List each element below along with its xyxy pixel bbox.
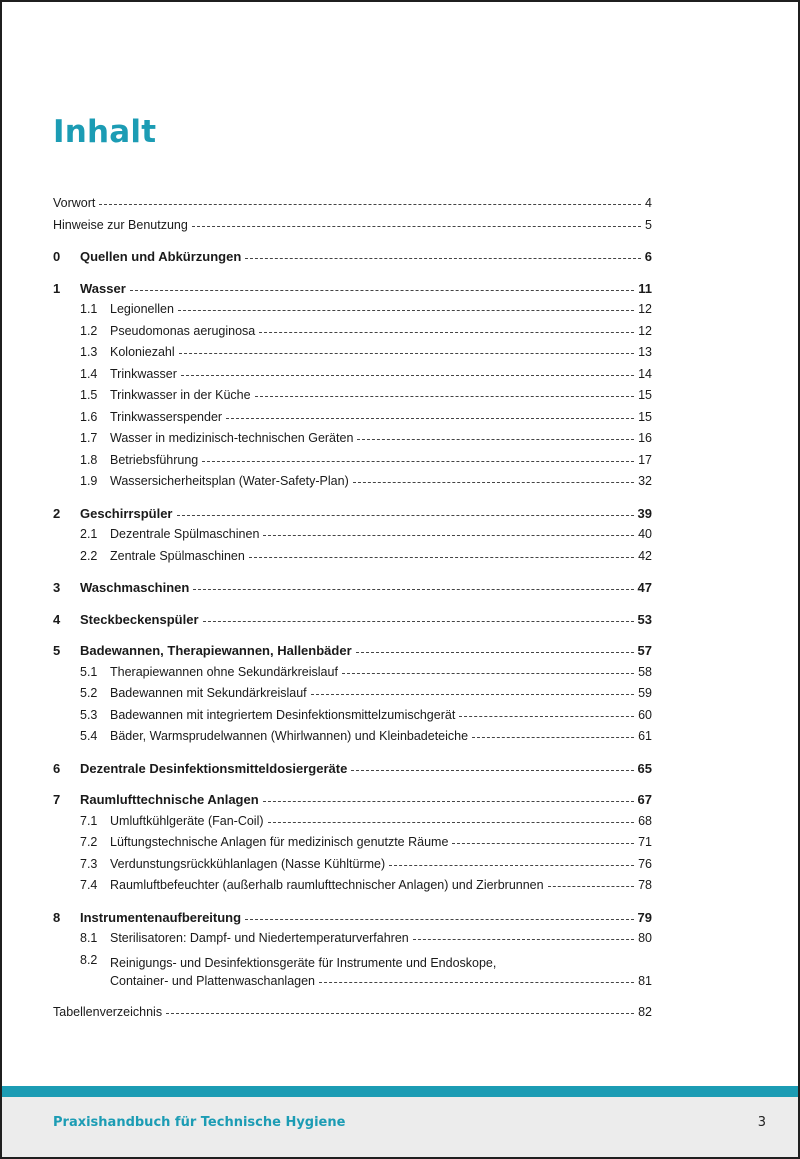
- dotted-leader: [472, 736, 634, 738]
- toc-page-number: 80: [638, 931, 652, 945]
- page-footer: [2, 1097, 798, 1157]
- toc-page-number: 59: [638, 686, 652, 700]
- dotted-leader: [245, 257, 640, 259]
- toc-chapter[interactable]: [53, 249, 652, 271]
- toc-label: Wassersicherheitsplan (Water-Safety-Plan): [110, 474, 349, 488]
- toc-label: Wasser: [80, 280, 126, 296]
- toc-number: 1.4: [80, 366, 98, 381]
- toc-label: Quellen und Abkürzungen: [80, 249, 242, 264]
- toc-number: 3: [53, 580, 61, 595]
- toc-section[interactable]: [53, 708, 652, 730]
- footer-page-number: 3: [757, 1115, 766, 1130]
- toc-entry[interactable]: [53, 953, 652, 996]
- toc-page-number: 42: [638, 548, 652, 563]
- toc-number: 2.1: [80, 527, 98, 541]
- toc-label: Vorwort: [53, 196, 96, 210]
- toc-number: 7.3: [80, 856, 98, 871]
- toc-number: 1.6: [80, 409, 98, 424]
- dotted-leader: [311, 693, 634, 695]
- toc-label: Raumluftbefeuchter (außerhalb raumlufttechnischer Anlagen) und Zierbrunnen: [110, 878, 544, 892]
- toc-page-number: 12: [638, 302, 652, 316]
- dotted-leader: [268, 821, 635, 823]
- toc-label: Dezentrale Desinfektionsmitteldosiergeräte: [80, 760, 348, 776]
- toc-chapter[interactable]: [53, 281, 652, 303]
- toc-number: 1.2: [80, 323, 98, 338]
- dotted-leader: [178, 309, 634, 311]
- toc-label: Trinkwasserspender: [110, 409, 223, 424]
- table-of-contents: [53, 196, 652, 1026]
- toc-chapter[interactable]: [53, 910, 652, 932]
- toc-label: Tabellenverzeichnis: [53, 1004, 163, 1019]
- dotted-leader: [226, 417, 634, 419]
- toc-section[interactable]: [53, 686, 652, 708]
- dotted-leader: [413, 938, 634, 940]
- toc-back-matter: [53, 1005, 652, 1027]
- toc-label: Sterilisatoren: Dampf- und Niedertemperaturverfahren: [110, 931, 409, 945]
- toc-number: 1.7: [80, 431, 98, 445]
- toc-number: 5.4: [80, 729, 98, 743]
- toc-page-number: 76: [638, 856, 652, 871]
- toc-page-number: 67: [637, 792, 652, 807]
- dotted-leader: [263, 534, 634, 536]
- toc-label: Badewannen mit integriertem Desinfektionsmittelzumischgerät: [110, 707, 456, 722]
- toc-number: 2: [53, 505, 61, 521]
- toc-number: 1.8: [80, 452, 98, 467]
- toc-page-number: 13: [638, 345, 652, 359]
- dotted-leader: [177, 514, 634, 516]
- dotted-leader: [319, 981, 634, 983]
- toc-number: 8: [53, 909, 61, 925]
- toc-page-number: 65: [637, 760, 652, 776]
- toc-label: Steckbeckenspüler: [80, 611, 199, 627]
- dotted-leader: [459, 715, 634, 717]
- toc-page-number: 57: [637, 643, 652, 658]
- toc-section[interactable]: [53, 931, 652, 953]
- toc-chapters: [53, 239, 652, 953]
- toc-number: 1.9: [80, 474, 98, 488]
- toc-number: 1.3: [80, 345, 98, 359]
- toc-page-number: 47: [637, 580, 652, 595]
- toc-label: Lüftungstechnische Anlagen für medizinisch genutzte Räume: [110, 835, 449, 849]
- toc-label: Hinweise zur Benutzung: [53, 217, 188, 232]
- toc-label: Koloniezahl: [110, 345, 175, 359]
- toc-page-number: 79: [637, 909, 652, 925]
- toc-page-number: 16: [638, 431, 652, 445]
- toc-chapter[interactable]: [53, 580, 652, 602]
- dotted-leader: [389, 864, 634, 866]
- toc-page-number: 15: [638, 409, 652, 424]
- toc-page-number: 61: [638, 729, 652, 743]
- toc-section[interactable]: [53, 729, 652, 751]
- toc-front-matter: [53, 196, 652, 239]
- footer-title: Praxishandbuch für Technische Hygiene: [53, 1115, 346, 1130]
- toc-chapter[interactable]: [53, 612, 652, 634]
- toc-chapter[interactable]: [53, 506, 652, 528]
- toc-entry-label: Reinigungs- und Desinfektionsgeräte für Instrumente und Endoskope,: [110, 955, 497, 970]
- toc-number: 8.1: [80, 931, 98, 945]
- toc-label: Pseudomonas aeruginosa: [110, 323, 256, 338]
- dotted-leader: [263, 800, 634, 802]
- toc-number: 2.2: [80, 548, 98, 563]
- toc-page-number: 5: [645, 217, 652, 232]
- dotted-leader: [99, 203, 641, 205]
- toc-number: 5.2: [80, 686, 98, 700]
- dotted-leader: [356, 651, 634, 653]
- toc-page-number: 15: [638, 388, 652, 402]
- toc-section[interactable]: [53, 474, 652, 496]
- toc-number: 0: [53, 249, 61, 264]
- footer-accent-bar: [2, 1086, 798, 1097]
- dotted-leader: [353, 481, 634, 483]
- toc-label: Legionellen: [110, 302, 174, 316]
- toc-page-number: 4: [645, 196, 652, 210]
- dotted-leader: [192, 225, 641, 227]
- toc-label: Therapiewannen ohne Sekundärkreislauf: [110, 664, 338, 679]
- toc-entry-label-continued: Container- und Plattenwaschanlagen: [110, 974, 315, 988]
- toc-entry-page: 81: [638, 974, 652, 988]
- toc-label: Waschmaschinen: [80, 580, 190, 595]
- toc-number: 1.5: [80, 388, 98, 402]
- toc-page-number: 60: [638, 707, 652, 722]
- toc-label: Instrumentenaufbereitung: [80, 909, 242, 925]
- toc-page-number: 6: [644, 249, 652, 264]
- toc-chapter[interactable]: [53, 792, 652, 814]
- toc-page-number: 58: [638, 664, 652, 679]
- toc-section[interactable]: [53, 324, 652, 346]
- toc-label: Dezentrale Spülmaschinen: [110, 527, 260, 541]
- toc-label: Wasser in medizinisch-technischen Geräten: [110, 431, 354, 445]
- toc-label: Geschirrspüler: [80, 505, 173, 521]
- toc-page-number: 11: [638, 280, 652, 296]
- dotted-leader: [245, 918, 633, 920]
- toc-number: 7: [53, 792, 61, 807]
- toc-number: 5: [53, 643, 61, 658]
- toc-number: 7.4: [80, 878, 98, 892]
- dotted-leader: [548, 885, 635, 887]
- page-title: Inhalt: [53, 114, 157, 150]
- toc-section[interactable]: [53, 431, 652, 453]
- toc-label: Trinkwasser in der Küche: [110, 388, 251, 402]
- toc-label: Bäder, Warmsprudelwannen (Whirlwannen) und Kleinbadeteiche: [110, 729, 469, 743]
- toc-page-number: 53: [637, 611, 652, 627]
- dotted-leader: [249, 556, 634, 558]
- dotted-leader: [351, 769, 633, 771]
- toc-label: Trinkwasser: [110, 366, 177, 381]
- toc-entry-number: 8.2: [80, 952, 98, 967]
- toc-page-number: 14: [638, 366, 652, 381]
- toc-page-number: 82: [638, 1004, 652, 1019]
- toc-label: Verdunstungsrückkühlanlagen (Nasse Kühltürme): [110, 856, 386, 871]
- dotted-leader: [452, 842, 634, 844]
- toc-section[interactable]: [53, 345, 652, 367]
- toc-label: Badewannen, Therapiewannen, Hallenbäder: [80, 643, 352, 658]
- dotted-leader: [181, 374, 634, 376]
- toc-entry[interactable]: [53, 1005, 652, 1027]
- toc-page-number: 78: [638, 878, 652, 892]
- toc-section[interactable]: [53, 665, 652, 687]
- toc-page-number: 68: [638, 813, 652, 828]
- toc-number: 4: [53, 611, 61, 627]
- dotted-leader: [357, 438, 634, 440]
- toc-section[interactable]: [53, 453, 652, 475]
- toc-section[interactable]: [53, 878, 652, 900]
- toc-section[interactable]: [53, 549, 652, 571]
- toc-entry[interactable]: [53, 196, 652, 218]
- dotted-leader: [179, 352, 634, 354]
- toc-number: 1.1: [80, 302, 98, 316]
- toc-section[interactable]: [53, 388, 652, 410]
- toc-entry[interactable]: [53, 218, 652, 240]
- toc-section[interactable]: [53, 814, 652, 836]
- toc-page-number: 17: [638, 452, 652, 467]
- toc-chapter[interactable]: [53, 761, 652, 783]
- toc-page-number: 12: [638, 323, 652, 338]
- toc-number: 7.1: [80, 813, 98, 828]
- toc-page-number: 40: [638, 527, 652, 541]
- toc-section[interactable]: [53, 302, 652, 324]
- dotted-leader: [259, 331, 634, 333]
- toc-number: 5.1: [80, 664, 98, 679]
- toc-number: 6: [53, 760, 61, 776]
- dotted-leader: [342, 672, 634, 674]
- dotted-leader: [203, 620, 634, 622]
- toc-number: 1: [53, 280, 61, 296]
- dotted-leader: [166, 1012, 634, 1014]
- toc-label: Umluftkühlgeräte (Fan-Coil): [110, 813, 264, 828]
- toc-section[interactable]: [53, 835, 652, 857]
- toc-number: 5.3: [80, 707, 98, 722]
- dotted-leader: [255, 395, 635, 397]
- toc-label: Betriebsführung: [110, 452, 199, 467]
- toc-label: Zentrale Spülmaschinen: [110, 548, 245, 563]
- dotted-leader: [193, 588, 633, 590]
- dotted-leader: [130, 289, 634, 291]
- toc-label: Badewannen mit Sekundärkreislauf: [110, 686, 307, 700]
- toc-number: 7.2: [80, 835, 98, 849]
- toc-chapter[interactable]: [53, 643, 652, 665]
- toc-page-number: 39: [637, 505, 652, 521]
- toc-section[interactable]: [53, 410, 652, 432]
- dotted-leader: [202, 460, 634, 462]
- toc-page-number: 32: [638, 474, 652, 488]
- toc-page-number: 71: [638, 835, 652, 849]
- toc-label: Raumlufttechnische Anlagen: [80, 792, 259, 807]
- toc-section[interactable]: [53, 367, 652, 389]
- toc-section[interactable]: [53, 857, 652, 879]
- toc-section[interactable]: [53, 527, 652, 549]
